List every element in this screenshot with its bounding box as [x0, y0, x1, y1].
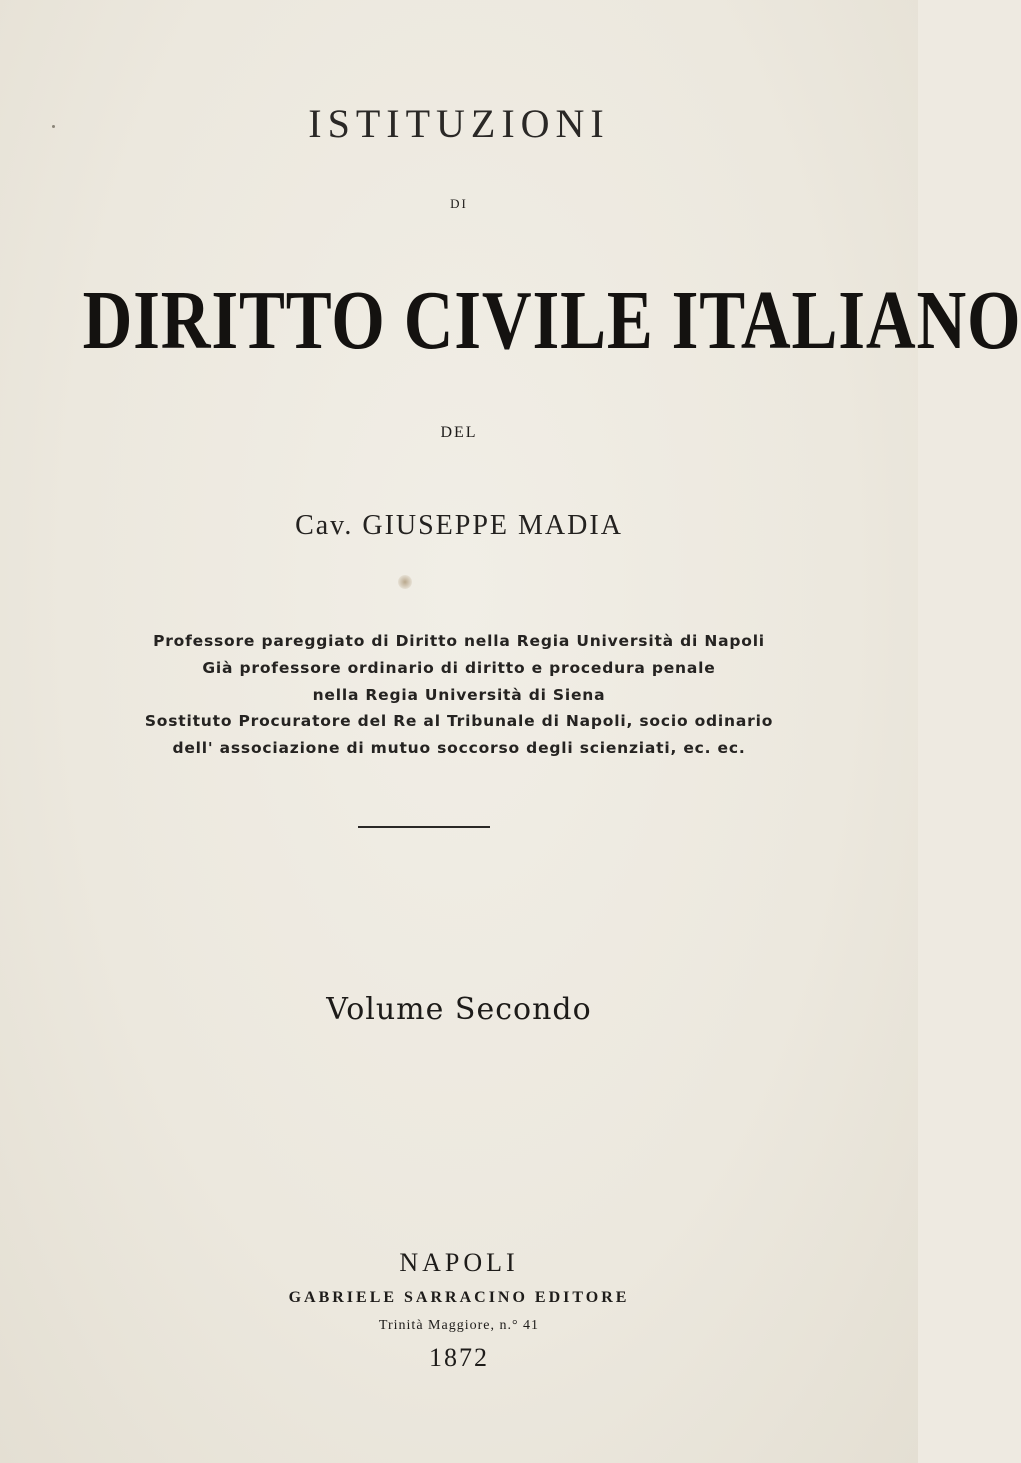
ornament-dot-icon	[398, 575, 412, 589]
imprint-city: NAPOLI	[399, 1248, 519, 1277]
credential-line: Sostituto Procuratore del Re al Tribunale di Napoli, socio odinario	[144, 712, 774, 731]
author-credentials	[0, 628, 918, 762]
credential-line: dell' associazione di mutuo soccorso degli scienziati, ec. ec.	[172, 739, 746, 758]
author-prefix: DEL	[440, 424, 478, 441]
divider-rule	[358, 826, 490, 828]
credential-line: Già professore ordinario di diritto e procedura penale	[202, 658, 716, 677]
author-name: Cav. GIUSEPPE MADIA	[295, 510, 623, 541]
imprint-publisher: GABRIELE SARRACINO EDITORE	[288, 1289, 630, 1306]
main-title: DIRITTO CIVILE ITALIANO	[82, 274, 1021, 367]
credential-line: nella Regia Università di Siena	[312, 685, 606, 704]
volume-label: Volume Secondo	[326, 992, 592, 1027]
imprint-year: 1872	[429, 1343, 489, 1372]
imprint-address: Trinità Maggiore, n.° 41	[378, 1318, 540, 1333]
credential-line: Professore pareggiato di Diritto nella Regia Università di Napoli	[153, 632, 765, 650]
connector-di: DI	[450, 196, 468, 211]
series-title: ISTITUZIONI	[308, 101, 610, 146]
